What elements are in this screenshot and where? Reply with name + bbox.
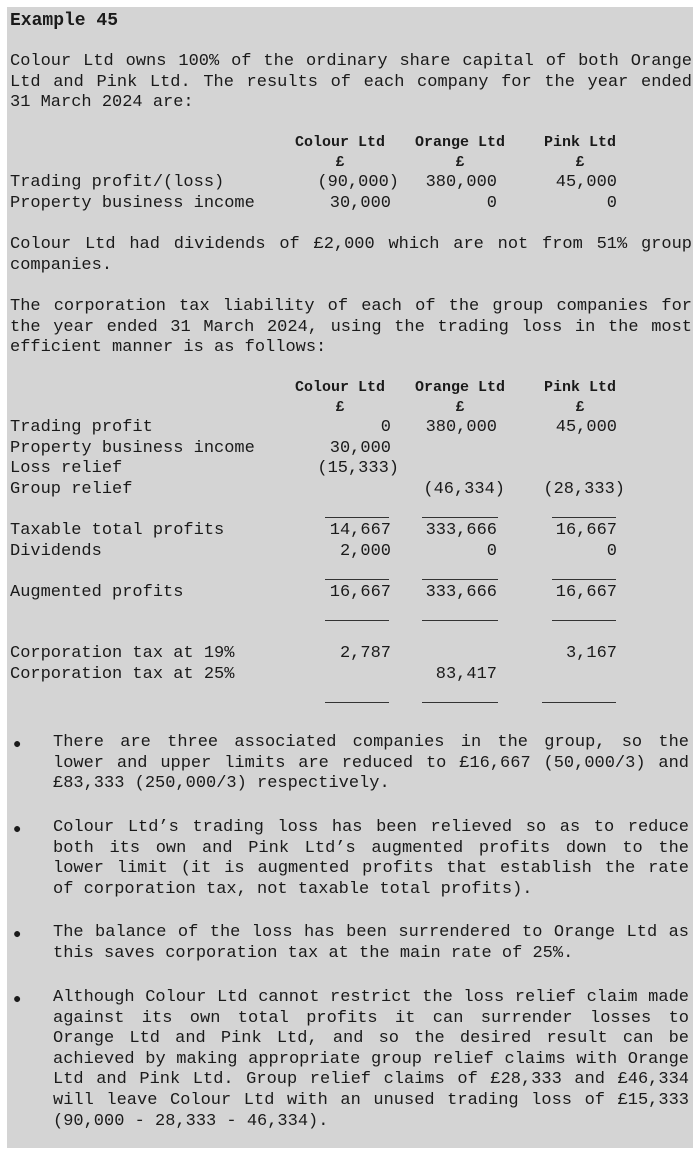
t1-currency-pink: £ xyxy=(575,154,585,171)
row-label: Group relief xyxy=(10,480,133,499)
t2-currency-orange: £ xyxy=(455,399,465,416)
dividends-note: Colour Ltd had dividends of £2,000 which are not from 51% group companies. xyxy=(10,235,692,275)
total-rule xyxy=(422,702,498,703)
cell-orange: 333,666 xyxy=(425,521,497,540)
row-label: Taxable total profits xyxy=(10,521,225,540)
total-rule xyxy=(422,620,498,621)
total-rule xyxy=(325,702,389,703)
t2-currency-colour: £ xyxy=(335,399,345,416)
t1-header-colour: Colour Ltd xyxy=(294,134,385,151)
bullet-text: The balance of the loss has been surrendered to Orange Ltd as this saves corporation tax at the main rate of 25%. xyxy=(53,923,689,963)
bullet-text: Although Colour Ltd cannot restrict the loss relief claim made against its own total profits it can surrender losses to Orange Ltd and Pink Ltd, and so the desired result can be achieved by making appropriate group relief claims with Orange Ltd and Pink Ltd. Group relief claims of £28,333 and £46,334 will leave Colour Ltd with an unused trading loss of £15,333 (90,000 - 28,333 - 46,334). xyxy=(53,988,689,1131)
subtotal-rule xyxy=(422,517,498,518)
cell-colour: 30,000 xyxy=(329,194,391,213)
total-rule xyxy=(552,620,616,621)
cell-colour: 2,787 xyxy=(339,644,391,663)
row-label: Property business income xyxy=(10,439,255,458)
row-label: Corporation tax at 19% xyxy=(10,644,235,663)
cell-pink: 16,667 xyxy=(555,583,617,602)
cell-colour: 2,000 xyxy=(339,542,391,561)
cell-pink: 0 xyxy=(606,542,617,561)
row-label: Property business income xyxy=(10,194,255,213)
bullet-text: There are three associated companies in the group, so the lower and upper limits are reduced to £16,667 (50,000/3) and £83,333 (250,000/3) respectively. xyxy=(53,733,689,794)
cell-colour: 14,667 xyxy=(329,521,391,540)
subtotal-rule xyxy=(552,579,616,580)
total-rule xyxy=(542,702,616,703)
t2-currency-pink: £ xyxy=(575,399,585,416)
cell-pink: 45,000 xyxy=(555,173,617,192)
cell-pink: 16,667 xyxy=(555,521,617,540)
cell-pink: 0 xyxy=(606,194,617,213)
bullet-icon: ● xyxy=(13,927,22,943)
t2-header-orange: Orange Ltd xyxy=(414,379,505,396)
bullet-icon: ● xyxy=(13,822,22,838)
total-rule xyxy=(325,620,389,621)
liability-intro: The corporation tax liability of each of the group companies for the year ended 31 March 2024, using the trading loss in the most efficient manner is as follows: xyxy=(10,297,692,358)
bullet-icon: ● xyxy=(13,737,22,753)
cell-colour: (90,000) xyxy=(317,173,399,192)
subtotal-rule xyxy=(552,517,616,518)
intro-paragraph: Colour Ltd owns 100% of the ordinary share capital of both Orange Ltd and Pink Ltd. The results of each company for the year ended 31 March 2024 are: xyxy=(10,52,692,113)
t1-header-orange: Orange Ltd xyxy=(414,134,505,151)
subtotal-rule xyxy=(325,579,389,580)
cell-colour: 0 xyxy=(380,418,391,437)
cell-orange: 0 xyxy=(486,194,497,213)
t1-currency-orange: £ xyxy=(455,154,465,171)
row-label: Trading profit xyxy=(10,418,153,437)
t1-header-pink: Pink Ltd xyxy=(543,134,616,151)
example-title: Example 45 xyxy=(10,11,119,31)
t2-header-colour: Colour Ltd xyxy=(294,379,385,396)
cell-colour: (15,333) xyxy=(317,459,399,478)
t2-header-pink: Pink Ltd xyxy=(543,379,616,396)
subtotal-rule xyxy=(325,517,389,518)
row-label: Corporation tax at 25% xyxy=(10,665,235,684)
cell-orange: 380,000 xyxy=(425,173,497,192)
cell-orange: 83,417 xyxy=(435,665,497,684)
cell-orange: 380,000 xyxy=(425,418,497,437)
cell-orange: 333,666 xyxy=(425,583,497,602)
row-label: Trading profit/(loss) xyxy=(10,173,225,192)
cell-colour: 16,667 xyxy=(329,583,391,602)
bullet-icon: ● xyxy=(13,992,22,1008)
row-label: Augmented profits xyxy=(10,583,184,602)
cell-orange: 0 xyxy=(486,542,497,561)
bullet-text: Colour Ltd’s trading loss has been relieved so as to reduce both its own and Pink Ltd’s augmented profits down to the lower limit (it is augmented profits that establish the rate of corporation tax, not taxable total profits). xyxy=(53,818,689,899)
cell-pink: 45,000 xyxy=(555,418,617,437)
row-label: Loss relief xyxy=(10,459,123,478)
cell-colour: 30,000 xyxy=(329,439,391,458)
cell-orange: (46,334) xyxy=(423,480,505,499)
t1-currency-colour: £ xyxy=(335,154,345,171)
row-label: Dividends xyxy=(10,542,102,561)
cell-pink: 3,167 xyxy=(565,644,617,663)
example-box xyxy=(7,7,693,1148)
cell-pink: (28,333) xyxy=(543,480,625,499)
subtotal-rule xyxy=(422,579,498,580)
